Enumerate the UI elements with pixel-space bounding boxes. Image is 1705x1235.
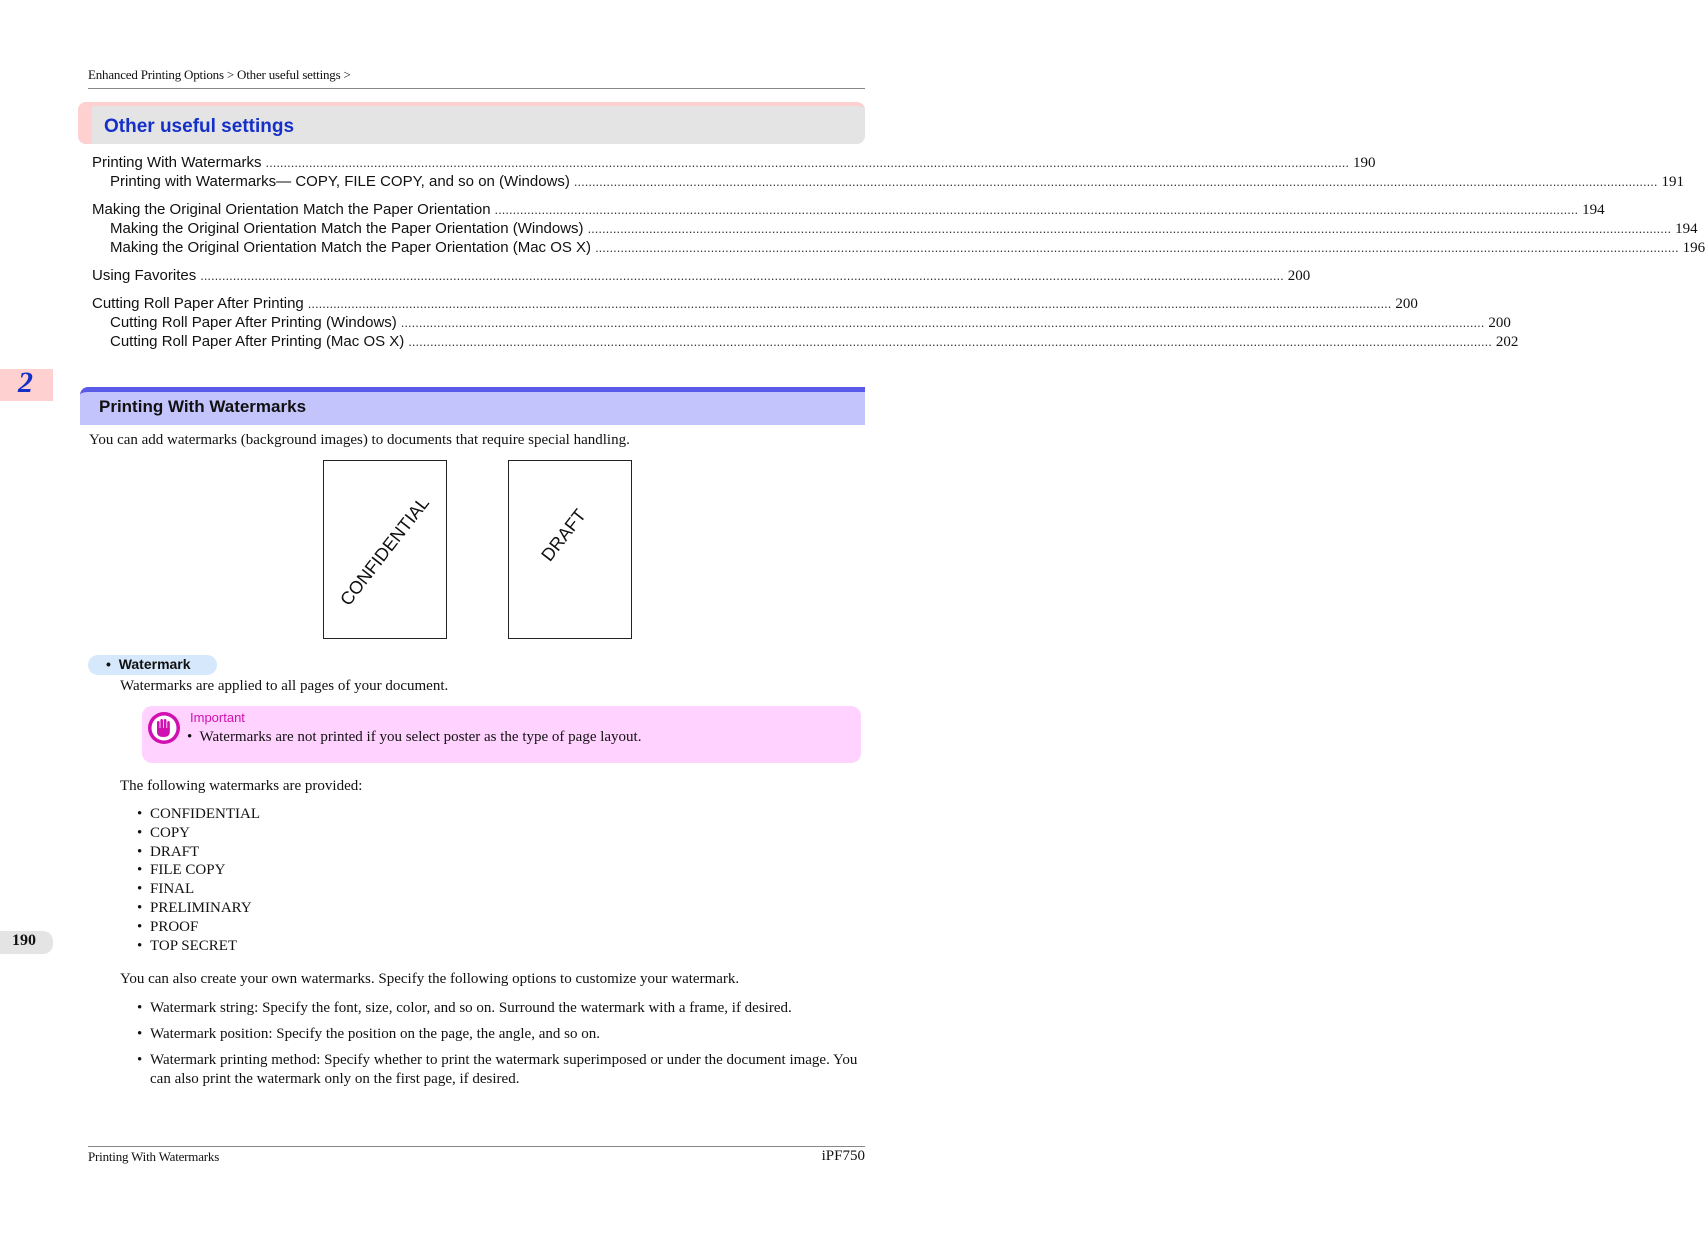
footer-section-name: Printing With Watermarks xyxy=(88,1149,220,1164)
toc-entry-label: Cutting Roll Paper After Printing xyxy=(92,295,304,312)
toc-entry-page: 191 xyxy=(1661,174,1684,190)
toc-entry-label: Cutting Roll Paper After Printing (Mac OS X) xyxy=(110,333,405,350)
toc-entry-page: 194 xyxy=(1582,202,1605,218)
toc-leader-dots: ............................................................................................................................................................................................................................................................................................................ xyxy=(400,315,1485,330)
footer-model-name: iPF750 xyxy=(821,1148,865,1164)
toc-entry-page: 200 xyxy=(1395,296,1418,312)
list-item: • Watermark position: Specify the position on the page, the angle, and so on. xyxy=(137,1025,862,1044)
toc-entry[interactable] xyxy=(92,201,1605,219)
breadcrumb: Enhanced Printing Options > Other useful settings > xyxy=(88,67,351,82)
watermark-description: Watermarks are applied to all pages of your document. xyxy=(120,678,449,694)
toc-entry[interactable] xyxy=(92,154,1376,172)
subsection-title: Printing With Watermarks xyxy=(99,397,307,416)
watermark-sample-text: CONFIDENTIAL xyxy=(336,493,434,610)
list-item: • Watermark printing method: Specify whether to print the watermark superimposed or under the document image. You can also print the watermark only on the first page, if desired. xyxy=(137,1051,862,1089)
list-item: • CONFIDENTIAL xyxy=(137,805,260,824)
watermark-sample-confidential xyxy=(323,460,447,639)
provided-intro: The following watermarks are provided: xyxy=(120,778,363,794)
toc-entry-label: Cutting Roll Paper After Printing (Windows) xyxy=(110,314,397,331)
watermark-sample-draft xyxy=(508,460,632,639)
toc-leader-dots: ............................................................................................................................................................................................................................................................................................................ xyxy=(595,240,1679,255)
toc-entry[interactable] xyxy=(110,333,1519,351)
watermark-sample-text: DRAFT xyxy=(537,505,590,565)
important-text xyxy=(187,729,641,746)
toc-entry[interactable] xyxy=(110,314,1511,332)
toc-entry-label: Printing with Watermarks— COPY, FILE COPY, and so on (Windows) xyxy=(110,173,570,190)
list-item: • DRAFT xyxy=(137,843,260,862)
footer-divider xyxy=(88,1146,865,1147)
toc-entry-label: Using Favorites xyxy=(92,267,197,284)
intro-paragraph: You can add watermarks (background images) to documents that require special handling. xyxy=(89,432,630,448)
watermark-heading xyxy=(106,656,191,672)
toc-entry-label: Making the Original Orientation Match the Paper Orientation (Mac OS X) xyxy=(110,239,592,256)
list-item: • TOP SECRET xyxy=(137,937,260,956)
toc-entry-page: 200 xyxy=(1287,268,1311,284)
toc-entry-label: Printing With Watermarks xyxy=(92,154,262,171)
table-of-contents xyxy=(92,154,1705,354)
toc-entry-page: 200 xyxy=(1488,315,1511,331)
list-item: • PROOF xyxy=(137,918,260,937)
toc-leader-dots: ............................................................................................................................................................................................................................................................................................................ xyxy=(573,174,1658,189)
toc-entry-page: 194 xyxy=(1675,221,1698,237)
toc-entry-page: 190 xyxy=(1353,155,1376,171)
list-item: • FINAL xyxy=(137,880,260,899)
page-number: 190 xyxy=(12,932,36,949)
bullet: • xyxy=(187,729,193,745)
section-header-accent xyxy=(78,102,92,144)
toc-entry[interactable] xyxy=(110,173,1684,191)
important-message: Watermarks are not printed if you select poster as the type of page layout. xyxy=(199,729,642,745)
list-item: • FILE COPY xyxy=(137,861,260,880)
toc-entry[interactable] xyxy=(110,239,1705,257)
bullet: • xyxy=(106,656,111,672)
toc-entry-label: Making the Original Orientation Match the Paper Orientation xyxy=(92,201,491,218)
toc-leader-dots: ............................................................................................................................................................................................................................................................................................................ xyxy=(408,334,1492,349)
toc-entry[interactable] xyxy=(92,295,1418,313)
toc-entry[interactable] xyxy=(110,220,1698,238)
custom-options-list xyxy=(137,999,862,1096)
list-item: • Watermark string: Specify the font, size, color, and so on. Surround the watermark with a frame, if desired. xyxy=(137,999,862,1018)
toc-entry[interactable] xyxy=(92,267,1311,285)
toc-entry-label: Making the Original Orientation Match the Paper Orientation (Windows) xyxy=(110,220,584,237)
section-title: Other useful settings xyxy=(104,116,295,137)
chapter-number: 2 xyxy=(18,366,33,399)
toc-leader-dots: ............................................................................................................................................................................................................................................................................................................ xyxy=(307,296,1392,311)
list-item: • COPY xyxy=(137,824,260,843)
toc-leader-dots: ............................................................................................................................................................................................................................................................................................................ xyxy=(587,221,1672,236)
watermark-heading-label: Watermark xyxy=(118,656,191,672)
header-divider xyxy=(88,88,865,89)
toc-leader-dots: ............................................................................................................................................................................................................................................................................................................ xyxy=(494,202,1579,217)
hand-stop-icon xyxy=(147,711,181,745)
important-label: Important xyxy=(190,710,245,725)
list-item: • PRELIMINARY xyxy=(137,899,260,918)
toc-leader-dots: ............................................................................................................................................................................................................................................................................................................ xyxy=(265,155,1350,170)
toc-leader-dots: ............................................................................................................................................................................................................................................................................................................ xyxy=(200,268,1284,283)
toc-entry-page: 202 xyxy=(1495,334,1519,350)
provided-watermarks-list xyxy=(137,805,260,955)
custom-intro: You can also create your own watermarks. Specify the following options to customize your watermark. xyxy=(120,971,740,987)
toc-entry-page: 196 xyxy=(1682,240,1705,256)
